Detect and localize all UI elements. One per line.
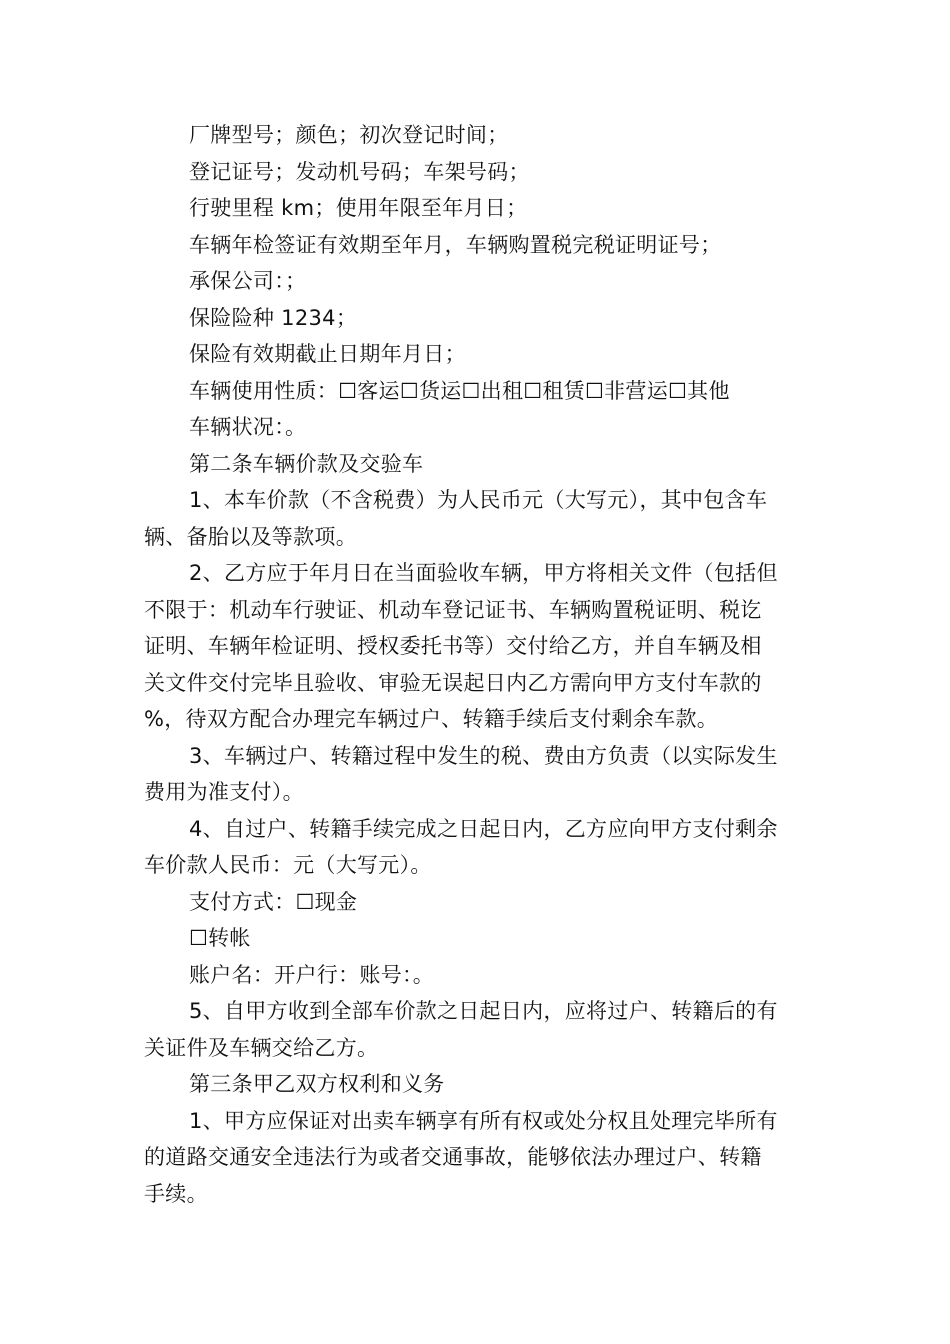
vehicle-info-line: 车辆年检签证有效期至年月，车辆购置税完税证明证号； — [189, 232, 722, 257]
document-page — [144, 117, 809, 1212]
account-info-line: 账户名：开户行：账号：。 — [189, 962, 435, 987]
payment-method-line: 支付方式：☐现金 — [189, 889, 358, 914]
vehicle-info-line: 车辆状况：。 — [189, 415, 307, 439]
paragraph-line: 1、本车价款（不含税费）为人民币元（大写元），其中包含车 — [189, 488, 768, 512]
vehicle-info-line: 厂牌型号；颜色；初次登记时间； — [189, 123, 509, 147]
paragraph-line: 3、车辆过户、转籍过程中发生的税、费由方负责（以实际发生 — [189, 743, 778, 768]
payment-transfer-line: ☐转帐 — [189, 926, 251, 950]
vehicle-info-line: 承保公司：； — [189, 269, 307, 293]
paragraph-line: 的道路交通安全违法行为或者交通事故，能够依法办理过户、转籍 — [144, 1145, 762, 1169]
vehicle-info-line: 保险险种 1234； — [189, 305, 358, 330]
vehicle-usage-checkboxes: 车辆使用性质：☐客运☐货运☐出租☐租赁☐非营运☐其他 — [189, 378, 730, 403]
paragraph-line: 4、自过户、转籍手续完成之日起日内，乙方应向甲方支付剩余 — [189, 816, 778, 841]
paragraph-line: 1、甲方应保证对出卖车辆享有所有权或处分权且处理完毕所有 — [189, 1108, 778, 1133]
vehicle-info-line: 登记证号；发动机号码；车架号码； — [189, 159, 530, 184]
article-2-item-4 — [144, 811, 809, 884]
paragraph-line: 车价款人民币：元（大写元）。 — [144, 853, 432, 877]
article-2-item-5 — [144, 993, 809, 1066]
paragraph-line: 2、乙方应于年月日在当面验收车辆，甲方将相关文件（包括但 — [189, 561, 778, 585]
article-2-item-3 — [144, 738, 809, 811]
article-2-item-1 — [144, 482, 809, 555]
paragraph-line: 证明、车辆年检证明、授权委托书等）交付给乙方，并自车辆及相 — [144, 634, 762, 658]
vehicle-info-line: 保险有效期截止日期年月日； — [189, 342, 466, 366]
article-2-title: 第二条车辆价款及交验车 — [189, 451, 424, 476]
article-3-item-1 — [144, 1103, 809, 1213]
paragraph-line: 关文件交付完毕且验收、审验无误起日内乙方需向甲方支付车款的 — [144, 670, 762, 695]
paragraph-line: 不限于：机动车行驶证、机动车登记证书、车辆购置税证明、税讫 — [144, 597, 762, 622]
paragraph-line: %，待双方配合办理完车辆过户、转籍手续后支付剩余车款。 — [144, 707, 719, 731]
paragraph-line: 手续。 — [144, 1181, 208, 1206]
paragraph-line: 辆、备胎以及等款项。 — [144, 524, 357, 549]
article-3-title: 第三条甲乙双方权利和义务 — [189, 1072, 445, 1096]
paragraph-line: 费用为准支付）。 — [144, 780, 304, 804]
vehicle-info-line: 行驶里程 km；使用年限至年月日； — [189, 196, 528, 220]
paragraph-line: 5、自甲方收到全部车价款之日起日内，应将过户、转籍后的有 — [189, 999, 778, 1023]
paragraph-line: 关证件及车辆交给乙方。 — [144, 1035, 379, 1060]
article-2-item-2 — [144, 555, 809, 738]
